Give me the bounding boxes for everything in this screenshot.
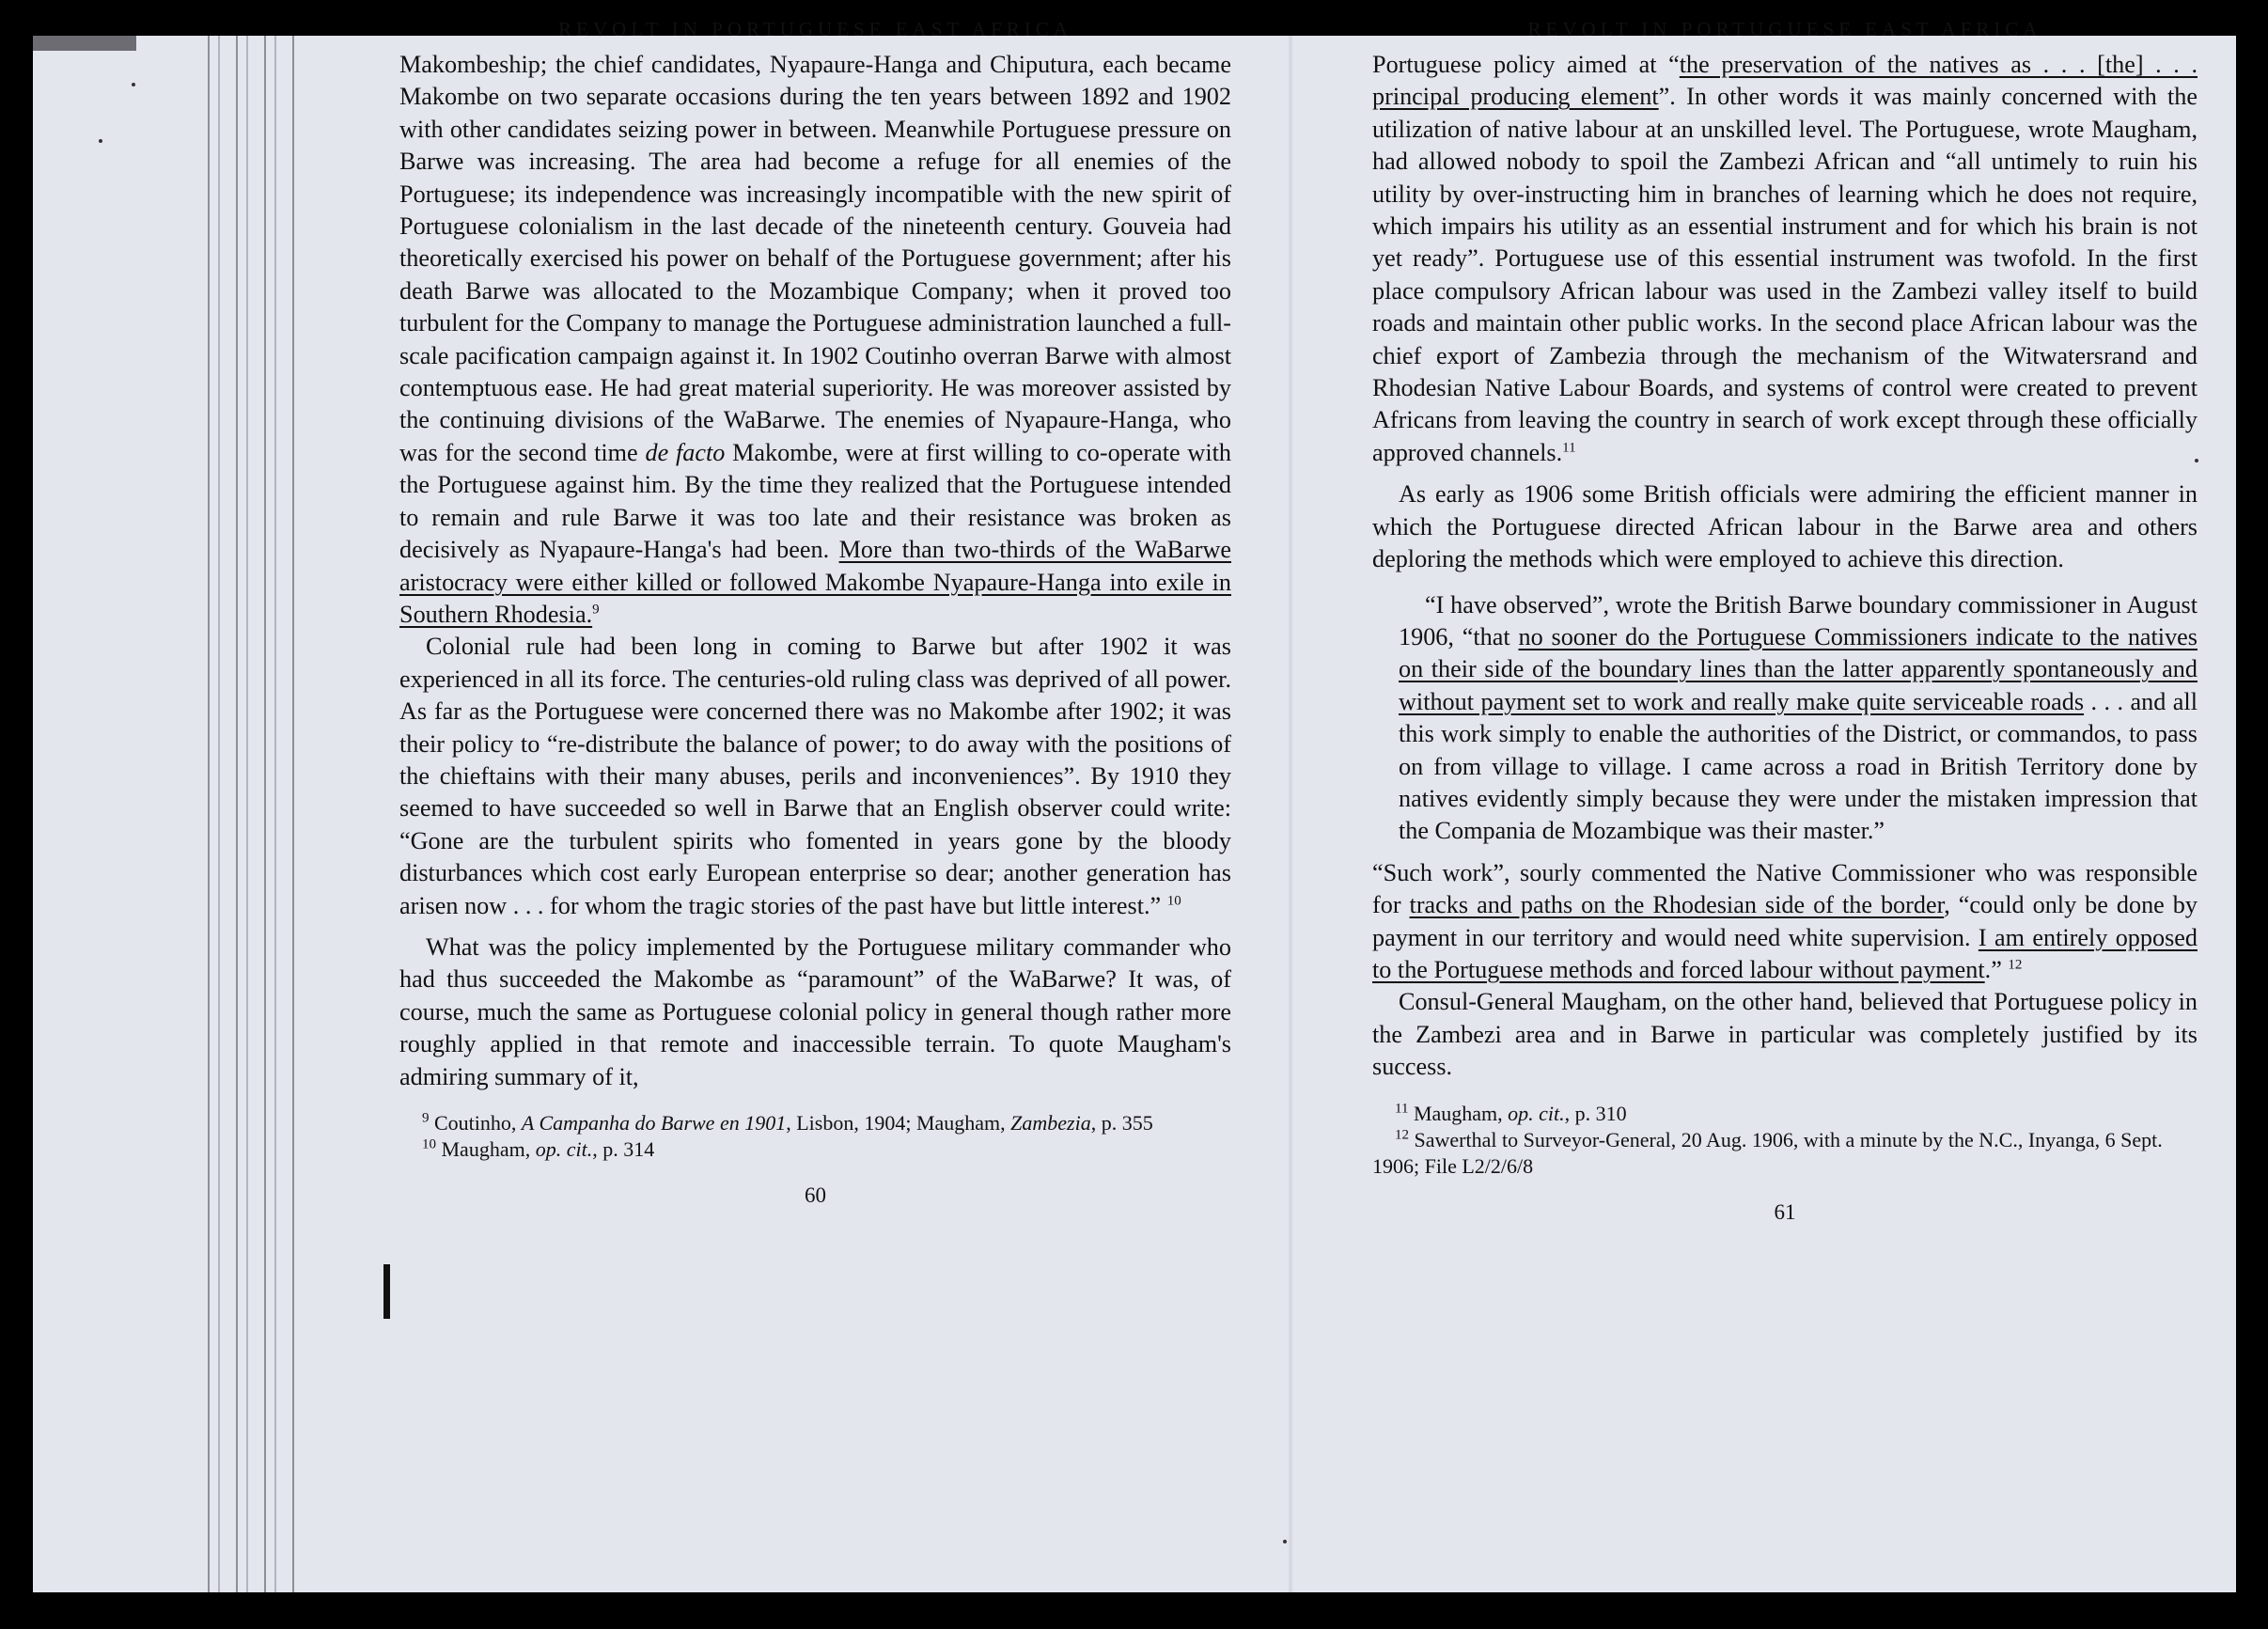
paragraph: As early as 1906 some British officials were admiring the efficient manner in which the Portuguese directed African labour in the Barwe area and others deploring the methods which were employed to achieve this direction. <box>1372 480 2198 573</box>
footnote: $^{10}$ Maugham, op. cit., p. 314 <box>422 1136 655 1161</box>
underlined-passage: tracks and paths on the Rhodesian side of the border <box>1409 891 1945 919</box>
footnotes <box>399 1110 1231 1163</box>
underlined-passage: I am entirely opposed to the Portuguese methods and forced labour without payment <box>1372 923 2198 983</box>
page-number: 60 <box>805 1183 826 1207</box>
footnote-ref: 9 <box>592 602 600 618</box>
footnote: $^{12}$ Sawerthal to Surveyor-General, 20 Aug. 1906, with a minute by the N.C., Inyanga, 6 Sept. 1906; File L2/2/6/8 <box>1372 1127 2163 1178</box>
underlined-passage: no sooner do the Portuguese Commissioners indicate to the natives on their side of the boundary lines than the latter apparently spontaneously and without payment set to work and really make quite serviceable roads <box>1399 622 2198 715</box>
paragraph: “Such work”, sourly commented the Native Commissioner who was responsible for tracks and paths on the Rhodesian side of the border, “could only be done by payment in our territory and would need white supervision. I am entirely opposed to the Portuguese methods and forced labour without payment.” $^{12}$ <box>1372 858 2198 983</box>
footnote: $^{11}$ Maugham, op. cit., p. 310 <box>1395 1101 1627 1125</box>
right-page <box>1372 17 2198 1229</box>
footnotes <box>1372 1101 2198 1180</box>
footnote-ref: 12 <box>2008 957 2023 973</box>
paragraph: Makombeship; the chief candidates, Nyapaure-Hanga and Chiputura, each became Makombe on two separate occasions during the ten years between 1892 and 1902 with other candidates seizing power in between. Meanwhile Portuguese pressure on Barwe was increasing. The area had become a refuge for all enemies of the Portuguese; its independence was increasingly incompatible with the new spirit of Portuguese colonialism in the last decade of the nineteenth century. Gouveia had theoretically exercised his power on behalf of the Portuguese government; after his death Barwe was allocated to the Mozambique Company; when it proved too turbulent for the Company to manage the Portuguese administration launched a full-scale pacification campaign against it. In 1902 Coutinho overran Barwe with almost contemptuous ease. He had great material superiority. He was moreover assisted by the continuing divisions of the WaBarwe. The enemies of Nyapaure-Hanga, who was for the second time de facto Makombe, were at first willing to co-operate with the Portuguese against him. By the time they realized that the Portuguese intended to remain and rule Barwe it was too late and their resistance was broken as decisively as Nyapaure-Hanga's had been. More than two-thirds of the WaBarwe aristocracy were either killed or followed Makombe Nyapaure-Hanga into exile in Southern Rhodesia.$^9$ <box>399 51 1231 628</box>
underlined-passage: the preservation of the natives as . . . [the] . . . principal producing element <box>1372 51 2198 111</box>
scan-artifact <box>33 36 136 51</box>
footnote-ref: 10 <box>1166 892 1181 908</box>
margin-pen-mark <box>383 1264 390 1319</box>
footnote-ref: 11 <box>1562 440 1576 456</box>
scan-speck <box>1283 1540 1287 1543</box>
paragraph: Colonial rule had been long in coming to Barwe but after 1902 it was experienced in all its force. The centuries-old ruling class was deprived of all power. As far as the Portuguese were concerned there was no Makombe after 1902; it was their policy to “re-distribute the balance of power; to do away with the positions of the chieftains with their many abuses, perils and inconveniences”. By 1910 they seemed to have succeeded so well in Barwe that an English observer could write: “Gone are the turbulent spirits who fomented in years gone by the bloody disturbances which cost early European enterprise so dear; another generation has arisen now . . . for whom the tragic stories of the past have but little interest.” $^{10}$ <box>399 633 1231 919</box>
page-gutter <box>1288 36 1293 1592</box>
page-number: 61 <box>1774 1199 1796 1224</box>
underlined-passage: More than two-thirds of the WaBarwe aristocracy were either killed or followed Makombe Nyapaure-Hanga into exile in Southern Rhodesia. <box>399 536 1231 628</box>
left-page <box>399 17 1231 1212</box>
paragraph: Consul-General Maugham, on the other hand, believed that Portuguese policy in the Zambezi area and in Barwe in particular was completely justified by its success. <box>1372 988 2198 1081</box>
scan-speck <box>99 139 102 143</box>
scan-speck <box>132 83 135 86</box>
paragraph: Portuguese policy aimed at “the preservation of the natives as . . . [the] . . . principal producing element”. In other words it was mainly concerned with the utilization of native labour at an unskilled level. The Portuguese, wrote Maugham, had allowed nobody to spoil the Zambezi African and “all untimely to ruin his utility by over-instructing him in branches of learning which he does not require, which impairs his utility as an essential instrument and for which his brain is not yet ready”. Portuguese use of this essential instrument was twofold. In the first place compulsory African labour was used in the Zambezi valley itself to build roads and maintain other public works. In the second place African labour was the chief export of Zambezia through the mechanism of the Witwatersrand and Rhodesian Native Labour Boards, and systems of control were created to prevent Africans from leaving the country in search of work except through these officially approved channels.$^{11}$ <box>1372 51 2198 466</box>
footnote: $^9$ Coutinho, A Campanha do Barwe en 1901, Lisbon, 1904; Maugham, Zambezia, p. 355 <box>422 1110 1153 1135</box>
block-quote: “I have observed”, wrote the British Barwe boundary commissioner in August 1906, “that no sooner do the Portuguese Commissioners indicate to the natives on their side of the boundary lines than the latter apparently spontaneously and without payment set to work and really make quite serviceable roads . . . and all this work simply to enable the authorities of the District, or commandos, to pass on from village to village. I came across a road in British Territory done by natives evidently simply because they were under the mistaken impression that the Compania de Mozambique was their master.” <box>1399 590 2198 845</box>
running-head: REVOLT IN PORTUGUESE EAST AFRICA <box>1527 18 2042 40</box>
paragraph: What was the policy implemented by the Portuguese military commander who had thus succeeded the Makombe as “paramount” of the WaBarwe? It was, of course, much the same as Portuguese colonial policy in general though rather more roughly applied in that remote and inaccessible terrain. To quote Maugham's admiring summary of it, <box>399 932 1231 1090</box>
book-spine-shadow <box>202 36 301 1592</box>
running-head: REVOLT IN PORTUGUESE EAST AFRICA <box>558 18 1072 40</box>
